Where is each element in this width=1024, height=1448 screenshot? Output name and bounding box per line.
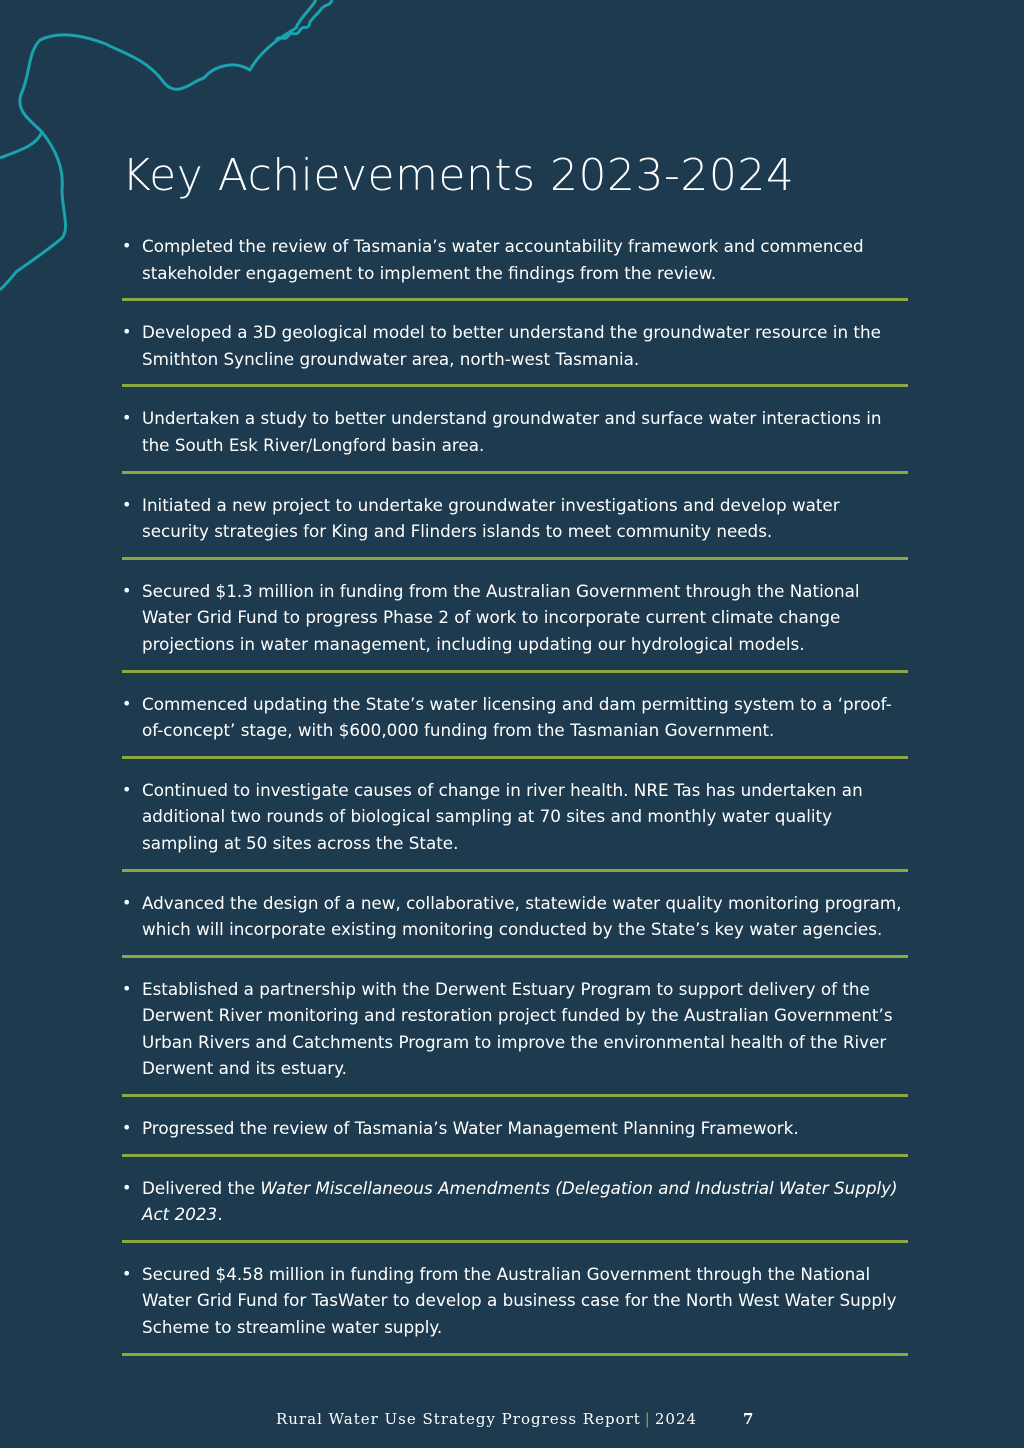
- list-item-text: Commenced updating the State’s water licensing and dam permitting system to a ‘proof-of-concept’ stage, with $600,000 funding from the Tasmanian Government.: [142, 693, 892, 741]
- list-item: [122, 487, 908, 560]
- list-item: [122, 400, 908, 473]
- list-item: [122, 573, 908, 673]
- list-item-text: Completed the review of Tasmania’s water accountability framework and commenced stakeholder engagement to implement the findings from the review.: [142, 236, 864, 283]
- footer-separator: |: [644, 1410, 651, 1428]
- list-item: [122, 1170, 908, 1243]
- act-title: Water Miscellaneous Amendments (Delegation and Industrial Water Supply) Act 2023: [142, 1177, 898, 1225]
- list-item-text: Established a partnership with the Derwent Estuary Program to support delivery of the Derwent River monitoring and restoration project funded by the Australian Government’s Urban Rivers and Catchments Program to improve the environmental health of the River Derwent and its estuary.: [142, 978, 893, 1079]
- list-item-text: Initiated a new project to undertake groundwater investigations and develop water security strategies for King and Flinders islands to meet community needs.: [142, 494, 840, 542]
- footer-year: 2024: [654, 1410, 698, 1428]
- list-item-text: Advanced the design of a new, collaborative, statewide water quality monitoring program, which will incorporate existing monitoring conducted by the State’s key water agencies.: [142, 892, 902, 940]
- list-item-prefix: Delivered the: [142, 1177, 261, 1198]
- list-item: [122, 971, 908, 1097]
- list-item: [122, 1110, 908, 1157]
- footer-report-title: Rural Water Use Strategy Progress Report: [276, 1410, 641, 1428]
- list-item-text: [142, 1178, 898, 1225]
- list-item-text: Continued to investigate causes of change in river health. NRE Tas has undertaken an additional two rounds of biological sampling at 70 sites and monthly water quality sampling at 50 sites across the State.: [142, 779, 863, 853]
- list-item: [122, 1256, 908, 1356]
- list-item: [122, 772, 908, 872]
- achievements-list: [122, 228, 908, 1369]
- list-item: [122, 228, 908, 301]
- page-title: Key Achievements 2023-2024: [122, 150, 795, 201]
- list-item-text: Secured $1.3 million in funding from the Australian Government through the National Water Grid Fund to progress Phase 2 of work to incorporate current climate change projections in water management, including updating our hydrological models.: [142, 580, 860, 654]
- page-number: 7: [743, 1410, 755, 1428]
- list-item-suffix: .: [217, 1204, 223, 1225]
- list-item-text: Developed a 3D geological model to better understand the groundwater resource in the Smithton Syncline groundwater area, north-west Tasmania.: [142, 322, 881, 369]
- page-footer: [276, 1410, 754, 1428]
- list-item-text: Secured $4.58 million in funding from the Australian Government through the National Water Grid Fund for TasWater to develop a business case for the North West Water Supply Scheme to streamline water supply.: [142, 1263, 897, 1338]
- coastline-path: [0, 0, 316, 158]
- list-item: [122, 686, 908, 759]
- list-item: [122, 314, 908, 387]
- list-item-text: Undertaken a study to better understand groundwater and surface water interactions in the South Esk River/Longford basin area.: [142, 408, 882, 455]
- list-item: [122, 885, 908, 958]
- list-item-text: Progressed the review of Tasmania’s Water Management Planning Framework.: [142, 1118, 799, 1139]
